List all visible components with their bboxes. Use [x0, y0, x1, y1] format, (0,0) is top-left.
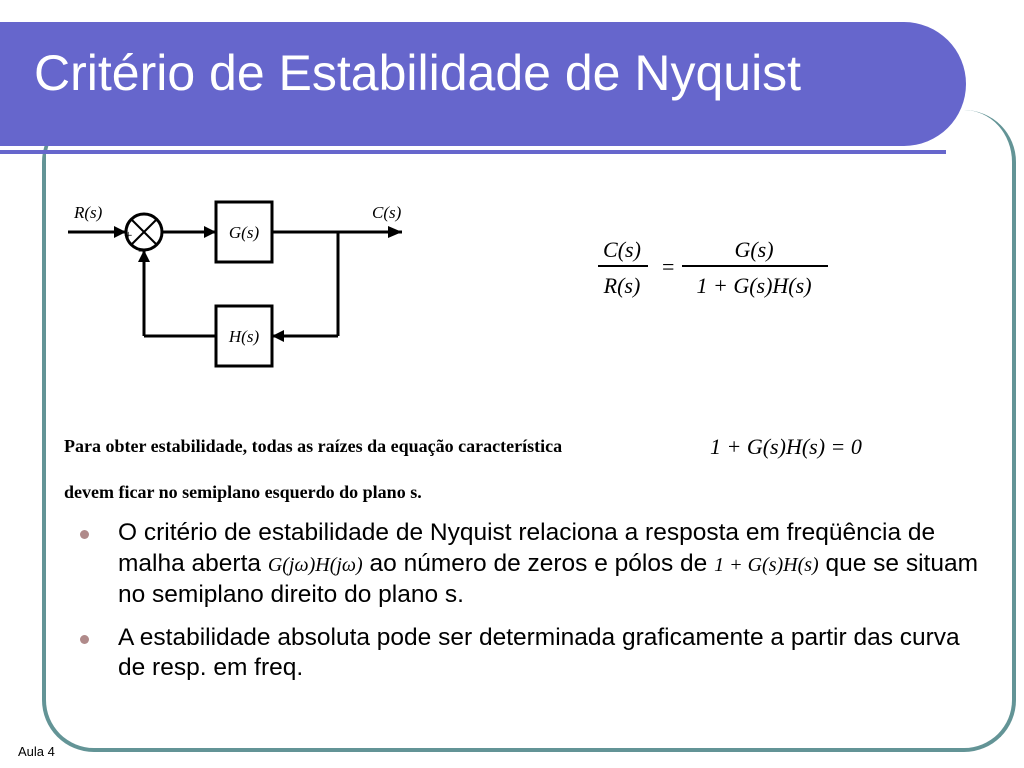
- bullet-1-text-b: ao número de zeros e pólos de: [362, 549, 715, 577]
- minus-sign: −: [138, 244, 147, 260]
- bullet-1-text-a: O critério de estabilidade de Nyquist relaciona a resposta em freqüência de malha aberta: [118, 519, 936, 577]
- forward-block-label: G(s): [228, 223, 260, 242]
- input-label: R(s): [74, 203, 103, 222]
- tf-rhs-numerator: G(s): [734, 237, 774, 262]
- bullet-1-text-c: que se situam no semiplano direito do plano s.: [118, 549, 979, 608]
- stability-line-1: Para obter estabilidade, todas as raízes da equação característica: [64, 436, 563, 456]
- characteristic-equation: 1 + G(s)H(s) = 0: [710, 434, 862, 459]
- bullet-dot: [80, 635, 89, 644]
- control-system-figure: [48, 160, 928, 520]
- bullet-list: [80, 518, 980, 696]
- feedback-block-label: H(s): [228, 327, 260, 346]
- bullet-1-math-open-loop: G(jω)H(jω): [267, 553, 363, 576]
- tf-lhs-numerator: C(s): [603, 237, 641, 262]
- bullet-item-absolute-stability: [80, 623, 980, 684]
- tf-equals: =: [662, 254, 675, 279]
- tf-lhs-denominator: R(s): [603, 273, 641, 298]
- slide-title: Critério de Estabilidade de Nyquist: [34, 45, 802, 101]
- stability-line-2: devem ficar no semiplano esquerdo do plano s.: [64, 482, 422, 502]
- bullet-item-nyquist: [80, 518, 980, 611]
- output-label: C(s): [372, 203, 402, 222]
- bullet-2-text: A estabilidade absoluta pode ser determinada graficamente a partir das curva de resp. em freq.: [118, 623, 960, 681]
- footer-label: Aula 4: [18, 744, 55, 759]
- plus-sign: +: [124, 228, 133, 244]
- transfer-function: [598, 237, 828, 298]
- bullet-dot: [80, 530, 89, 539]
- tf-rhs-denominator: 1 + G(s)H(s): [696, 273, 812, 298]
- bullet-1-math-char-eq: 1 + G(s)H(s): [714, 553, 819, 576]
